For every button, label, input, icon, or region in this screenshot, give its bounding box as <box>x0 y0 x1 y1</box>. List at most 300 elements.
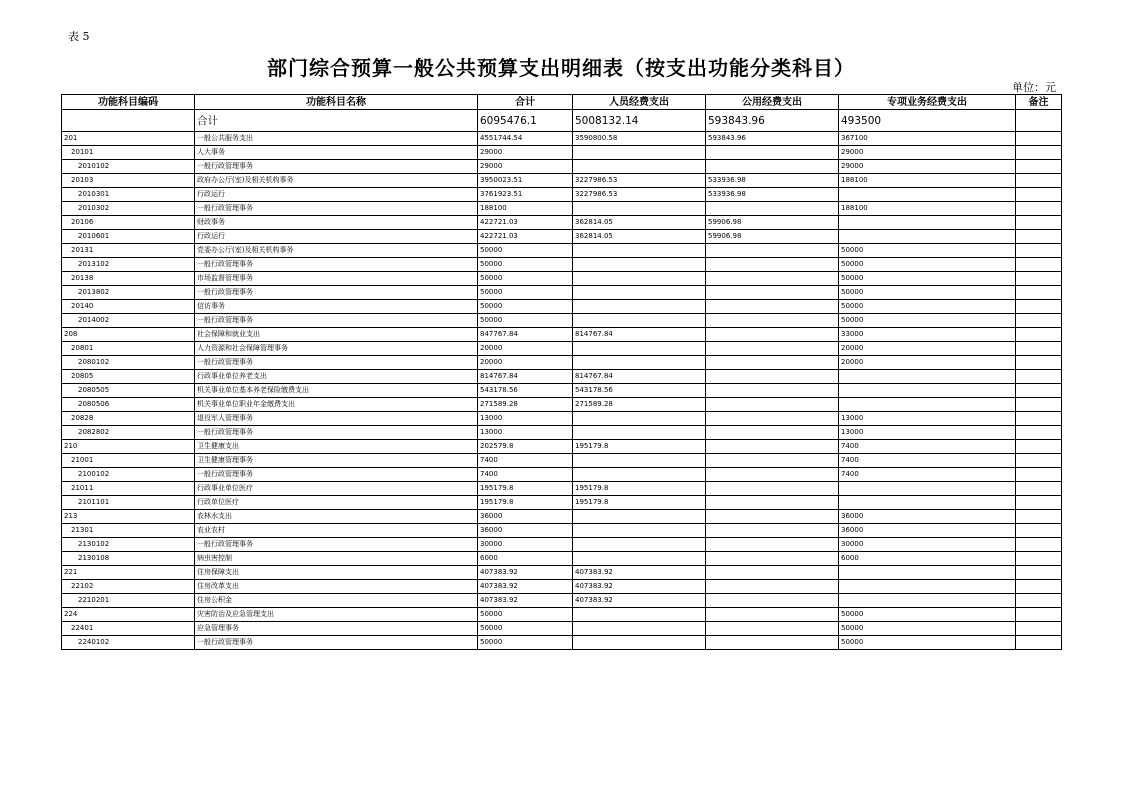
table-row <box>62 286 1062 300</box>
name-cell: 一般行政管理事务 <box>195 356 478 370</box>
total-cell: 13000 <box>478 426 573 440</box>
table-row <box>62 412 1062 426</box>
public-cell <box>706 454 839 468</box>
code-cell: 2101101 <box>62 496 195 510</box>
personnel-cell <box>573 552 706 566</box>
name-cell: 卫生健康管理事务 <box>195 454 478 468</box>
personnel-cell <box>573 608 706 622</box>
personnel-cell: 362814.05 <box>573 230 706 244</box>
name-cell: 行政事业单位医疗 <box>195 482 478 496</box>
name-cell: 一般行政管理事务 <box>195 426 478 440</box>
note-cell <box>1016 230 1062 244</box>
public-cell: 593843.96 <box>706 132 839 146</box>
table-row <box>62 188 1062 202</box>
personnel-cell <box>573 454 706 468</box>
code-cell: 221 <box>62 566 195 580</box>
note-cell <box>1016 146 1062 160</box>
personnel-cell: 407383.92 <box>573 594 706 608</box>
special-cell: 36000 <box>839 524 1016 538</box>
budget-table <box>61 94 1062 650</box>
public-cell: 59906.98 <box>706 230 839 244</box>
public-cell <box>706 566 839 580</box>
name-cell: 住房改革支出 <box>195 580 478 594</box>
total-cell: 36000 <box>478 524 573 538</box>
public-cell <box>706 370 839 384</box>
total-cell: 13000 <box>478 412 573 426</box>
personnel-cell: 814767.84 <box>573 370 706 384</box>
special-cell: 50000 <box>839 636 1016 650</box>
total-cell: 3761923.51 <box>478 188 573 202</box>
total-row <box>62 110 1062 132</box>
personnel-cell <box>573 622 706 636</box>
total-cell: 814767.84 <box>478 370 573 384</box>
note-cell <box>1016 370 1062 384</box>
note-cell <box>1016 272 1062 286</box>
table-row <box>62 622 1062 636</box>
note-cell <box>1016 622 1062 636</box>
table-number: 表 5 <box>68 30 90 43</box>
note-cell <box>1016 356 1062 370</box>
table-row <box>62 216 1062 230</box>
name-cell: 财政事务 <box>195 216 478 230</box>
public-cell <box>706 160 839 174</box>
personnel-cell <box>573 342 706 356</box>
name-cell: 行政运行 <box>195 230 478 244</box>
name-cell: 一般公共服务支出 <box>195 132 478 146</box>
note-cell <box>1016 482 1062 496</box>
personnel-cell <box>573 524 706 538</box>
note-cell <box>1016 202 1062 216</box>
public-cell <box>706 426 839 440</box>
public-cell <box>706 342 839 356</box>
public-cell: 59906.98 <box>706 216 839 230</box>
special-cell: 50000 <box>839 244 1016 258</box>
code-cell: 2013102 <box>62 258 195 272</box>
public-cell <box>706 524 839 538</box>
note-cell <box>1016 496 1062 510</box>
note-cell <box>1016 188 1062 202</box>
name-cell: 灾害防治及应急管理支出 <box>195 608 478 622</box>
total-cell: 188100 <box>478 202 573 216</box>
table-row <box>62 538 1062 552</box>
note-cell <box>1016 328 1062 342</box>
personnel-cell <box>573 258 706 272</box>
table-row <box>62 244 1062 258</box>
column-header-special: 专项业务经费支出 <box>839 95 1016 110</box>
special-cell: 29000 <box>839 146 1016 160</box>
personnel-cell: 407383.92 <box>573 580 706 594</box>
note-cell <box>1016 300 1062 314</box>
total-public-cell: 593843.96 <box>706 110 839 132</box>
special-cell: 50000 <box>839 622 1016 636</box>
total-cell: 4551744.54 <box>478 132 573 146</box>
note-cell <box>1016 314 1062 328</box>
name-cell: 人力资源和社会保障管理事务 <box>195 342 478 356</box>
total-cell: 7400 <box>478 454 573 468</box>
note-cell <box>1016 342 1062 356</box>
column-header-personnel: 人员经费支出 <box>573 95 706 110</box>
total-cell: 50000 <box>478 244 573 258</box>
special-cell: 188100 <box>839 174 1016 188</box>
public-cell <box>706 594 839 608</box>
special-cell: 50000 <box>839 314 1016 328</box>
code-cell: 2010301 <box>62 188 195 202</box>
public-cell <box>706 328 839 342</box>
total-cell: 847767.84 <box>478 328 573 342</box>
column-header-note: 备注 <box>1016 95 1062 110</box>
special-cell <box>839 384 1016 398</box>
public-cell <box>706 146 839 160</box>
public-cell: 533936.98 <box>706 174 839 188</box>
note-cell <box>1016 384 1062 398</box>
public-cell <box>706 636 839 650</box>
note-cell <box>1016 454 1062 468</box>
personnel-cell <box>573 636 706 650</box>
code-cell: 20140 <box>62 300 195 314</box>
note-cell <box>1016 636 1062 650</box>
table-row <box>62 594 1062 608</box>
table-row <box>62 314 1062 328</box>
name-cell: 行政事业单位养老支出 <box>195 370 478 384</box>
name-cell: 住房保障支出 <box>195 566 478 580</box>
total-cell: 20000 <box>478 356 573 370</box>
personnel-cell <box>573 244 706 258</box>
code-cell: 2240102 <box>62 636 195 650</box>
personnel-cell <box>573 146 706 160</box>
personnel-cell: 3590800.58 <box>573 132 706 146</box>
total-cell: 50000 <box>478 272 573 286</box>
code-cell: 20138 <box>62 272 195 286</box>
personnel-cell <box>573 510 706 524</box>
total-cell: 422721.03 <box>478 230 573 244</box>
table-row <box>62 174 1062 188</box>
special-cell: 367100 <box>839 132 1016 146</box>
personnel-cell: 3227986.53 <box>573 188 706 202</box>
table-row <box>62 440 1062 454</box>
personnel-cell <box>573 300 706 314</box>
table-row <box>62 482 1062 496</box>
code-cell: 20828 <box>62 412 195 426</box>
code-cell: 22102 <box>62 580 195 594</box>
code-cell: 201 <box>62 132 195 146</box>
public-cell <box>706 580 839 594</box>
code-cell: 20101 <box>62 146 195 160</box>
table-row <box>62 552 1062 566</box>
code-cell: 2010601 <box>62 230 195 244</box>
unit-label: 单位：元 <box>1012 81 1056 94</box>
name-cell: 行政运行 <box>195 188 478 202</box>
public-cell <box>706 258 839 272</box>
page-title: 部门综合预算一般公共预算支出明细表（按支出功能分类科目） <box>267 56 855 80</box>
personnel-cell <box>573 314 706 328</box>
note-cell <box>1016 566 1062 580</box>
note-cell <box>1016 608 1062 622</box>
code-cell: 2010102 <box>62 160 195 174</box>
name-cell: 一般行政管理事务 <box>195 468 478 482</box>
total-cell: 407383.92 <box>478 580 573 594</box>
note-cell <box>1016 580 1062 594</box>
public-cell <box>706 272 839 286</box>
code-cell: 20805 <box>62 370 195 384</box>
special-cell <box>839 188 1016 202</box>
table-row <box>62 426 1062 440</box>
table-row <box>62 524 1062 538</box>
name-cell: 一般行政管理事务 <box>195 258 478 272</box>
public-cell <box>706 608 839 622</box>
code-cell: 21001 <box>62 454 195 468</box>
total-cell: 29000 <box>478 160 573 174</box>
public-cell <box>706 314 839 328</box>
note-cell <box>1016 538 1062 552</box>
personnel-cell: 195179.8 <box>573 496 706 510</box>
total-cell: 50000 <box>478 258 573 272</box>
public-cell <box>706 622 839 636</box>
total-cell: 407383.92 <box>478 566 573 580</box>
special-cell: 7400 <box>839 468 1016 482</box>
total-cell: 50000 <box>478 300 573 314</box>
table-row <box>62 608 1062 622</box>
total-cell: 50000 <box>478 622 573 636</box>
table-row <box>62 566 1062 580</box>
total-total-cell: 6095476.1 <box>478 110 573 132</box>
total-cell: 30000 <box>478 538 573 552</box>
note-cell <box>1016 468 1062 482</box>
personnel-cell: 3227986.53 <box>573 174 706 188</box>
special-cell <box>839 398 1016 412</box>
note-cell <box>1016 216 1062 230</box>
total-note-cell <box>1016 110 1062 132</box>
code-cell: 20801 <box>62 342 195 356</box>
name-cell: 一般行政管理事务 <box>195 286 478 300</box>
code-cell: 21301 <box>62 524 195 538</box>
public-cell <box>706 510 839 524</box>
special-cell: 50000 <box>839 258 1016 272</box>
total-cell: 50000 <box>478 314 573 328</box>
personnel-cell <box>573 160 706 174</box>
special-cell: 13000 <box>839 426 1016 440</box>
code-cell: 208 <box>62 328 195 342</box>
public-cell <box>706 552 839 566</box>
name-cell: 农林水支出 <box>195 510 478 524</box>
public-cell <box>706 482 839 496</box>
public-cell <box>706 384 839 398</box>
column-header-name: 功能科目名称 <box>195 95 478 110</box>
total-cell: 543178.56 <box>478 384 573 398</box>
public-cell <box>706 300 839 314</box>
total-personnel-cell: 5008132.14 <box>573 110 706 132</box>
personnel-cell: 195179.8 <box>573 440 706 454</box>
special-cell: 7400 <box>839 454 1016 468</box>
code-cell: 21011 <box>62 482 195 496</box>
total-cell: 202579.8 <box>478 440 573 454</box>
code-cell: 2014002 <box>62 314 195 328</box>
personnel-cell <box>573 412 706 426</box>
code-cell: 20131 <box>62 244 195 258</box>
total-cell: 50000 <box>478 286 573 300</box>
note-cell <box>1016 258 1062 272</box>
note-cell <box>1016 594 1062 608</box>
note-cell <box>1016 286 1062 300</box>
code-cell: 2080102 <box>62 356 195 370</box>
table-row <box>62 202 1062 216</box>
code-cell: 22401 <box>62 622 195 636</box>
personnel-cell <box>573 468 706 482</box>
special-cell: 7400 <box>839 440 1016 454</box>
name-cell: 卫生健康支出 <box>195 440 478 454</box>
note-cell <box>1016 440 1062 454</box>
name-cell: 农业农村 <box>195 524 478 538</box>
header-row <box>62 95 1062 110</box>
total-cell: 271589.28 <box>478 398 573 412</box>
personnel-cell <box>573 202 706 216</box>
name-cell: 退役军人管理事务 <box>195 412 478 426</box>
table-row <box>62 328 1062 342</box>
personnel-cell: 407383.92 <box>573 566 706 580</box>
table-row <box>62 356 1062 370</box>
total-cell: 195179.8 <box>478 482 573 496</box>
special-cell: 50000 <box>839 300 1016 314</box>
total-cell: 195179.8 <box>478 496 573 510</box>
name-cell: 应急管理事务 <box>195 622 478 636</box>
note-cell <box>1016 244 1062 258</box>
table-row <box>62 580 1062 594</box>
special-cell <box>839 496 1016 510</box>
special-cell: 50000 <box>839 286 1016 300</box>
table-row <box>62 370 1062 384</box>
name-cell: 行政单位医疗 <box>195 496 478 510</box>
code-cell: 210 <box>62 440 195 454</box>
name-cell: 机关事业单位基本养老保险缴费支出 <box>195 384 478 398</box>
name-cell: 信访事务 <box>195 300 478 314</box>
code-cell: 2100102 <box>62 468 195 482</box>
table-row <box>62 342 1062 356</box>
personnel-cell: 543178.56 <box>573 384 706 398</box>
total-cell: 3950023.51 <box>478 174 573 188</box>
table-row <box>62 496 1062 510</box>
total-code-cell <box>62 110 195 132</box>
public-cell <box>706 538 839 552</box>
special-cell <box>839 216 1016 230</box>
special-cell: 20000 <box>839 342 1016 356</box>
note-cell <box>1016 412 1062 426</box>
table-row <box>62 454 1062 468</box>
personnel-cell: 362814.05 <box>573 216 706 230</box>
total-cell: 407383.92 <box>478 594 573 608</box>
note-cell <box>1016 524 1062 538</box>
table-row <box>62 272 1062 286</box>
public-cell <box>706 356 839 370</box>
column-header-total: 合计 <box>478 95 573 110</box>
special-cell: 13000 <box>839 412 1016 426</box>
note-cell <box>1016 426 1062 440</box>
public-cell <box>706 244 839 258</box>
code-cell: 213 <box>62 510 195 524</box>
table-row <box>62 510 1062 524</box>
note-cell <box>1016 160 1062 174</box>
code-cell: 2080505 <box>62 384 195 398</box>
personnel-cell <box>573 538 706 552</box>
code-cell: 224 <box>62 608 195 622</box>
name-cell: 社会保障和就业支出 <box>195 328 478 342</box>
name-cell: 一般行政管理事务 <box>195 202 478 216</box>
table-row <box>62 230 1062 244</box>
name-cell: 病虫害控制 <box>195 552 478 566</box>
table-row <box>62 132 1062 146</box>
table-row <box>62 146 1062 160</box>
note-cell <box>1016 552 1062 566</box>
public-cell <box>706 440 839 454</box>
special-cell: 29000 <box>839 160 1016 174</box>
special-cell: 36000 <box>839 510 1016 524</box>
personnel-cell: 271589.28 <box>573 398 706 412</box>
note-cell <box>1016 398 1062 412</box>
code-cell: 2010302 <box>62 202 195 216</box>
code-cell: 2130108 <box>62 552 195 566</box>
code-cell: 2082802 <box>62 426 195 440</box>
name-cell: 一般行政管理事务 <box>195 636 478 650</box>
table-row <box>62 384 1062 398</box>
total-cell: 20000 <box>478 342 573 356</box>
total-cell: 50000 <box>478 636 573 650</box>
public-cell <box>706 202 839 216</box>
code-cell: 2080506 <box>62 398 195 412</box>
total-cell: 422721.03 <box>478 216 573 230</box>
name-cell: 一般行政管理事务 <box>195 538 478 552</box>
total-cell: 50000 <box>478 608 573 622</box>
personnel-cell <box>573 426 706 440</box>
note-cell <box>1016 132 1062 146</box>
total-name-cell: 合计 <box>195 110 478 132</box>
name-cell: 机关事业单位职业年金缴费支出 <box>195 398 478 412</box>
special-cell: 30000 <box>839 538 1016 552</box>
name-cell: 人大事务 <box>195 146 478 160</box>
total-cell: 7400 <box>478 468 573 482</box>
special-cell: 20000 <box>839 356 1016 370</box>
name-cell: 住房公积金 <box>195 594 478 608</box>
table-row <box>62 636 1062 650</box>
personnel-cell <box>573 356 706 370</box>
special-cell <box>839 230 1016 244</box>
public-cell <box>706 412 839 426</box>
public-cell <box>706 468 839 482</box>
public-cell <box>706 286 839 300</box>
total-cell: 36000 <box>478 510 573 524</box>
note-cell <box>1016 510 1062 524</box>
special-cell: 33000 <box>839 328 1016 342</box>
name-cell: 市场监督管理事务 <box>195 272 478 286</box>
public-cell <box>706 398 839 412</box>
total-cell: 29000 <box>478 146 573 160</box>
column-header-public: 公用经费支出 <box>706 95 839 110</box>
note-cell <box>1016 174 1062 188</box>
table-row <box>62 160 1062 174</box>
public-cell <box>706 496 839 510</box>
name-cell: 一般行政管理事务 <box>195 314 478 328</box>
code-cell: 2013802 <box>62 286 195 300</box>
personnel-cell: 195179.8 <box>573 482 706 496</box>
code-cell: 2130102 <box>62 538 195 552</box>
column-header-code: 功能科目编码 <box>62 95 195 110</box>
special-cell <box>839 566 1016 580</box>
name-cell: 政府办公厅(室)及相关机构事务 <box>195 174 478 188</box>
name-cell: 一般行政管理事务 <box>195 160 478 174</box>
personnel-cell: 814767.84 <box>573 328 706 342</box>
special-cell <box>839 482 1016 496</box>
special-cell: 6000 <box>839 552 1016 566</box>
public-cell: 533936.98 <box>706 188 839 202</box>
personnel-cell <box>573 272 706 286</box>
total-special-cell: 493500 <box>839 110 1016 132</box>
